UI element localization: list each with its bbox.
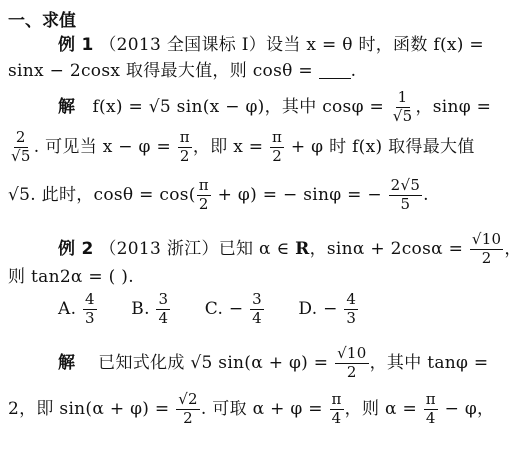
fraction-denominator: √5: [392, 106, 413, 125]
option-b: [131, 290, 171, 327]
example2-solution-line2: [8, 392, 494, 427]
section-title: 一、求值: [8, 11, 76, 31]
fraction: [270, 130, 284, 165]
solution-text: .: [423, 184, 429, 205]
option-d: [298, 290, 359, 327]
fraction-denominator: 2: [179, 146, 190, 165]
option-label: C. −: [204, 298, 250, 319]
example1-solution-line1: [58, 90, 491, 125]
answer-blank: [319, 77, 351, 79]
solution-text: ，即 x =: [192, 136, 270, 157]
fraction: [424, 392, 438, 427]
solution-label: 解: [58, 96, 76, 117]
fraction-denominator: 2: [481, 248, 492, 267]
fraction-numerator: 2√5: [390, 176, 421, 194]
fraction-denominator: 5: [400, 194, 411, 213]
example1-question-text2: sinx − 2cosx 取得最大值，则 cosθ =: [8, 61, 319, 81]
solution-text: 已知式化成 √5 sin(α + φ) =: [98, 352, 335, 373]
fraction-denominator: 4: [425, 408, 436, 427]
fraction-numerator: √10: [337, 344, 367, 362]
option-label: B.: [131, 298, 156, 319]
question-text: ，: [504, 238, 522, 259]
fraction: [330, 392, 344, 427]
fraction: [335, 346, 369, 381]
solution-label: 解: [58, 352, 76, 373]
fraction-denominator: 2: [272, 146, 283, 165]
example1-label: 例 1: [58, 35, 94, 55]
fraction: [344, 292, 358, 327]
option-label: D. −: [298, 298, 344, 319]
fraction-numerator: 3: [158, 290, 169, 308]
fraction-numerator: √10: [471, 230, 502, 248]
fraction-denominator: 3: [346, 308, 357, 327]
fraction-numerator: π: [331, 390, 342, 408]
fraction-denominator: 2: [346, 362, 357, 381]
question-text: （2013 浙江）已知 α ∈: [99, 238, 296, 259]
example2-solution-line1: [58, 346, 488, 381]
question-text: ，sinα + 2cosα =: [309, 238, 469, 259]
example2-label: 例 2: [58, 238, 94, 259]
solution-text: f(x) = √5 sin(x − φ)，其中 cosφ =: [92, 96, 390, 117]
fraction-numerator: π: [272, 128, 283, 146]
fraction-denominator: 2: [183, 408, 193, 427]
fraction-numerator: 4: [346, 290, 357, 308]
question-text: 则 tan2α = ( ).: [8, 267, 134, 287]
fraction: [391, 90, 415, 125]
fraction-numerator: 4: [85, 290, 95, 308]
fraction-numerator: 3: [252, 290, 262, 308]
fraction: [9, 130, 33, 165]
solution-text: . 可取 α + φ =: [200, 398, 329, 419]
example2-options: [58, 292, 359, 327]
option-a: [58, 290, 98, 327]
fraction-denominator: √5: [11, 146, 31, 165]
fraction-numerator: √2: [178, 390, 198, 408]
solution-text: ，sinφ =: [415, 96, 492, 117]
solution-text: ，其中 tanφ =: [369, 352, 489, 373]
fraction-numerator: π: [425, 390, 436, 408]
solution-text: − φ，: [438, 398, 495, 419]
option-c: [204, 290, 265, 327]
fraction: [176, 392, 200, 427]
example1-solution-line2: [8, 130, 475, 165]
fraction-denominator: 3: [85, 308, 95, 327]
fraction-numerator: π: [198, 176, 209, 194]
option-label: A.: [58, 298, 82, 319]
period: .: [350, 61, 357, 81]
fraction: [178, 130, 192, 165]
example1-question-text: （2013 全国课标 Ⅰ）设当 x = θ 时，函数 f(x) =: [99, 35, 484, 55]
real-set-symbol: R: [295, 238, 310, 259]
fraction: [83, 292, 97, 327]
fraction-denominator: 4: [331, 408, 342, 427]
solution-text: + φ) = − sinφ = −: [211, 184, 388, 205]
solution-text: + φ 时 f(x) 取得最大值: [285, 136, 475, 157]
example1-solution-line3: [8, 178, 429, 213]
fraction-denominator: 4: [252, 308, 262, 327]
solution-text: ，则 α =: [344, 398, 423, 419]
fraction: [250, 292, 264, 327]
solution-text: √5. 此时，cosθ = cos(: [8, 184, 196, 205]
fraction-numerator: π: [179, 128, 190, 146]
fraction-numerator: 2: [15, 128, 26, 146]
fraction: [470, 232, 504, 267]
fraction: [197, 178, 211, 213]
fraction: [156, 292, 170, 327]
fraction-numerator: 1: [397, 88, 408, 106]
example1-line1: [58, 30, 484, 55]
solution-text: 2，即 sin(α + φ) =: [8, 398, 176, 419]
fraction-denominator: 2: [198, 194, 209, 213]
example1-line2: [8, 56, 356, 81]
fraction: [389, 178, 423, 213]
example2-line2: [8, 262, 134, 287]
solution-text: . 可见当 x − φ =: [33, 136, 177, 157]
fraction-denominator: 4: [158, 308, 169, 327]
